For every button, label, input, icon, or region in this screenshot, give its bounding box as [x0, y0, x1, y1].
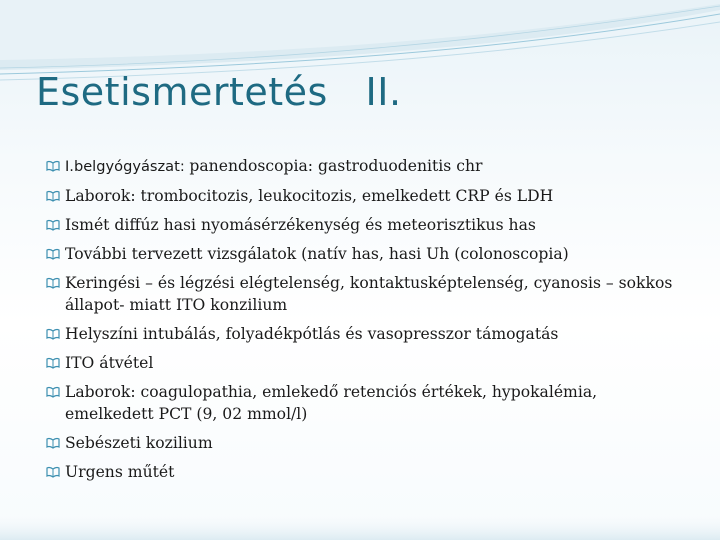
bullet-list	[46, 155, 686, 490]
list-item	[46, 243, 686, 265]
book-bullet-icon	[46, 357, 60, 369]
bullet-text: ITO átvétel	[65, 354, 154, 372]
bullet-text: További tervezett vizsgálatok (natív has, hasi Uh (colonoscopia)	[65, 245, 569, 263]
book-bullet-icon	[46, 466, 60, 478]
list-item	[46, 323, 686, 345]
list-item	[46, 185, 686, 207]
book-bullet-icon	[46, 386, 60, 398]
bullet-text: panendoscopia: gastroduodenitis chr	[189, 157, 483, 175]
list-item	[46, 155, 686, 178]
book-bullet-icon	[46, 328, 60, 340]
list-item	[46, 381, 686, 425]
list-item	[46, 352, 686, 374]
list-item	[46, 461, 686, 483]
book-bullet-icon	[46, 248, 60, 260]
book-bullet-icon	[46, 190, 60, 202]
book-bullet-icon	[46, 160, 60, 172]
bullet-text: Sebészeti kozilium	[65, 434, 213, 452]
bullet-text: Keringési – és légzési elégtelenség, kontaktusképtelenség, cyanosis – sokkos állapot- miatt ITO konzilium	[65, 274, 673, 314]
footer-gradient-decoration	[0, 510, 720, 540]
bullet-text: Helyszíni intubálás, folyadékpótlás és vasopresszor támogatás	[65, 325, 559, 343]
bullet-text: Urgens műtét	[65, 463, 175, 481]
book-bullet-icon	[46, 437, 60, 449]
list-item	[46, 214, 686, 236]
bullet-prefix: I.belgyógyászat:	[65, 158, 190, 175]
bullet-text: Laborok: coagulopathia, emlekedő retenciós értékek, hypokalémia, emelkedett PCT (9, 02 mmol/l)	[65, 383, 598, 423]
bullet-text: Laborok: trombocitozis, leukocitozis, emelkedett CRP és LDH	[65, 187, 554, 205]
slide-title: Esetismertetés II.	[36, 70, 402, 114]
list-item	[46, 432, 686, 454]
list-item	[46, 272, 686, 316]
bullet-text: Ismét diffúz hasi nyomásérzékenység és meteorisztikus has	[65, 216, 536, 234]
book-bullet-icon	[46, 219, 60, 231]
book-bullet-icon	[46, 277, 60, 289]
